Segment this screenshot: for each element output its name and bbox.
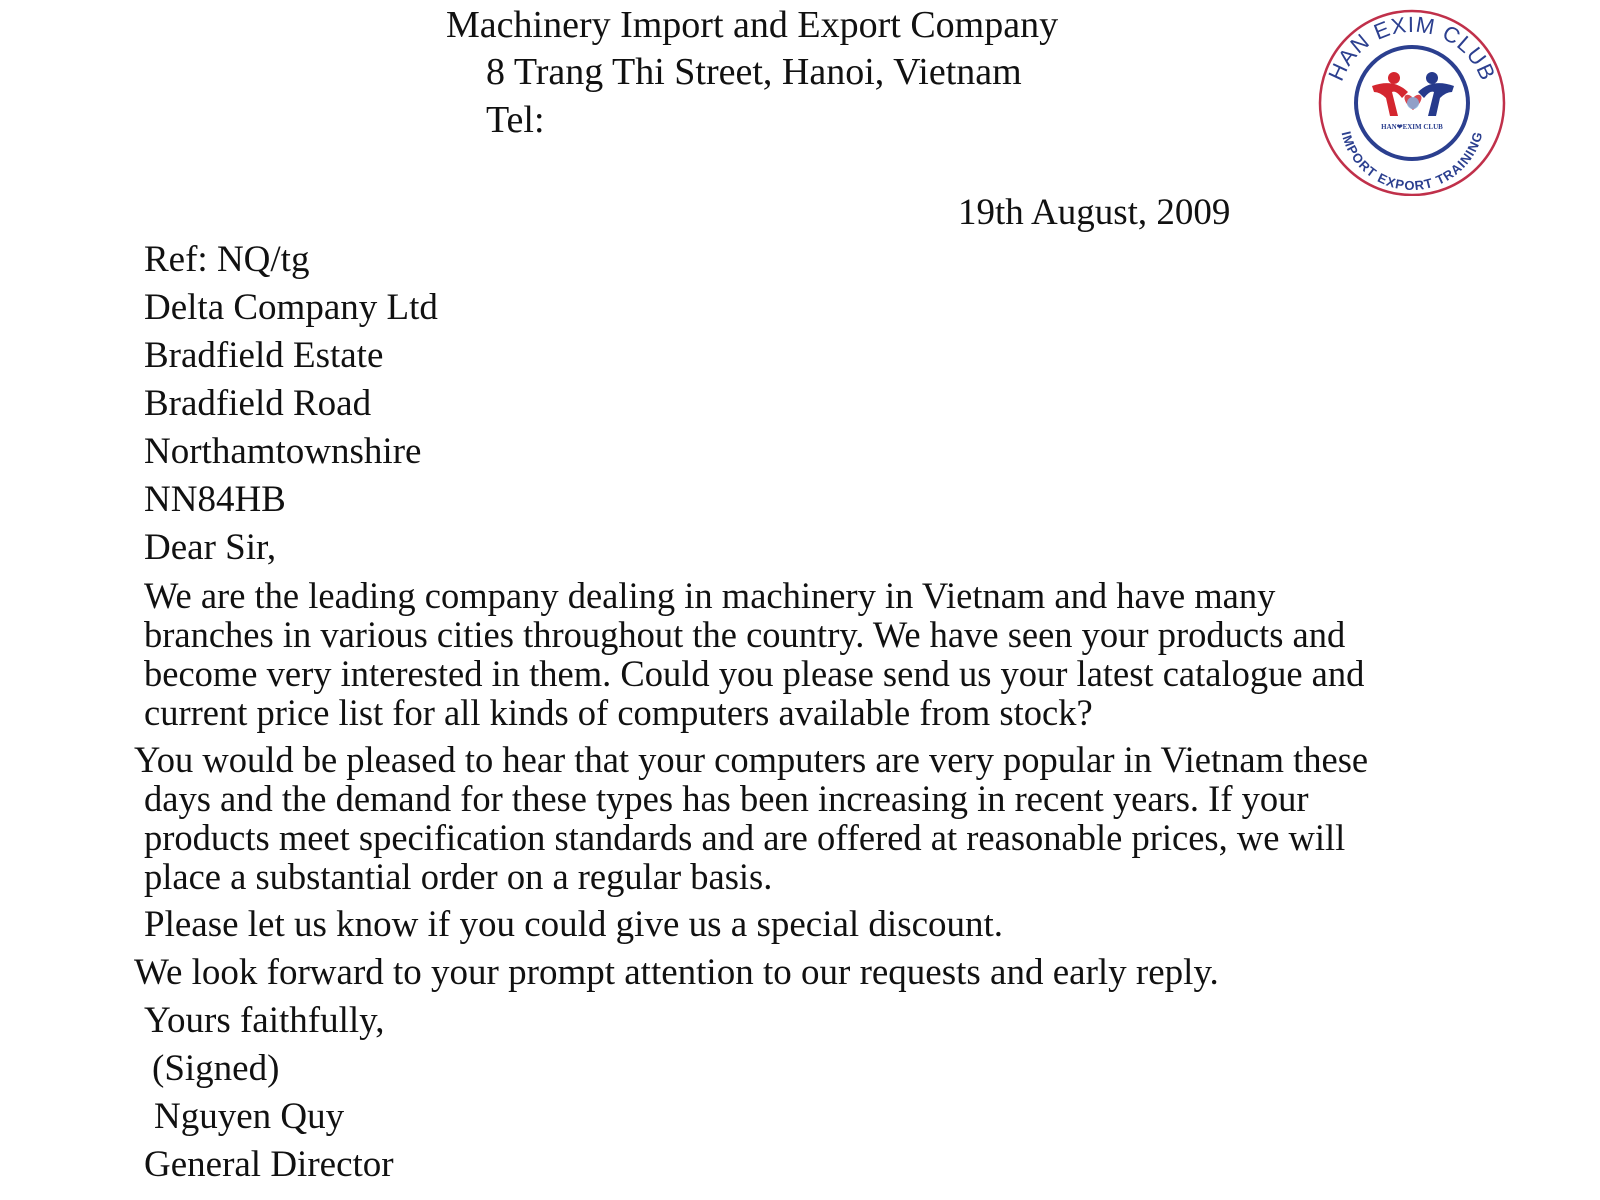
sign-off: Yours faithfully, — [144, 1000, 385, 1041]
recipient-county: Northamtownshire — [144, 431, 422, 472]
salutation: Dear Sir, — [144, 527, 277, 568]
paragraph-line: branches in various cities throughout the country. We have seen your products and — [144, 614, 1346, 655]
paragraph-line: You would be pleased to hear that your computers are very popular in Vietnam these — [134, 739, 1369, 780]
logo-figures-icon — [1372, 72, 1454, 116]
body-paragraph-4: We look forward to your prompt attention to our requests and early reply. — [134, 952, 1219, 993]
logo-bottom-text: IMPORT EXPORT TRAINING — [1338, 129, 1486, 194]
han-exim-club-logo — [1312, 6, 1512, 196]
recipient-postcode: NN84HB — [144, 479, 286, 520]
company-address: 8 Trang Thi Street, Hanoi, Vietnam — [486, 51, 1022, 93]
logo-center-text: HAN❤EXIM CLUB — [1381, 123, 1443, 131]
body-paragraph-2 — [134, 740, 1368, 896]
paragraph-line: current price list for all kinds of computers available from stock? — [144, 692, 1093, 733]
recipient-estate: Bradfield Estate — [144, 335, 384, 376]
recipient-company: Delta Company Ltd — [144, 287, 438, 328]
letter-date: 19th August, 2009 — [958, 192, 1231, 233]
company-tel: Tel: — [486, 99, 545, 141]
recipient-road: Bradfield Road — [144, 383, 372, 424]
paragraph-line: days and the demand for these types has been increasing in recent years. If your — [144, 778, 1309, 819]
logo-icon — [1312, 6, 1512, 196]
signed-note: (Signed) — [152, 1048, 280, 1089]
signer-name: Nguyen Quy — [154, 1096, 345, 1137]
reference: Ref: NQ/tg — [144, 239, 310, 280]
company-name: Machinery Import and Export Company — [446, 4, 1059, 46]
body-paragraph-1 — [144, 576, 1364, 732]
paragraph-line: We are the leading company dealing in machinery in Vietnam and have many — [144, 575, 1276, 616]
signer-title: General Director — [144, 1144, 394, 1185]
paragraph-line: place a substantial order on a regular basis. — [144, 856, 773, 897]
paragraph-line: products meet specification standards and are offered at reasonable prices, we will — [144, 817, 1346, 858]
paragraph-line: become very interested in them. Could you please send us your latest catalogue and — [144, 653, 1365, 694]
body-paragraph-3: Please let us know if you could give us a special discount. — [144, 904, 1004, 945]
logo-top-text: HAN EXIM CLUB — [1323, 11, 1501, 85]
